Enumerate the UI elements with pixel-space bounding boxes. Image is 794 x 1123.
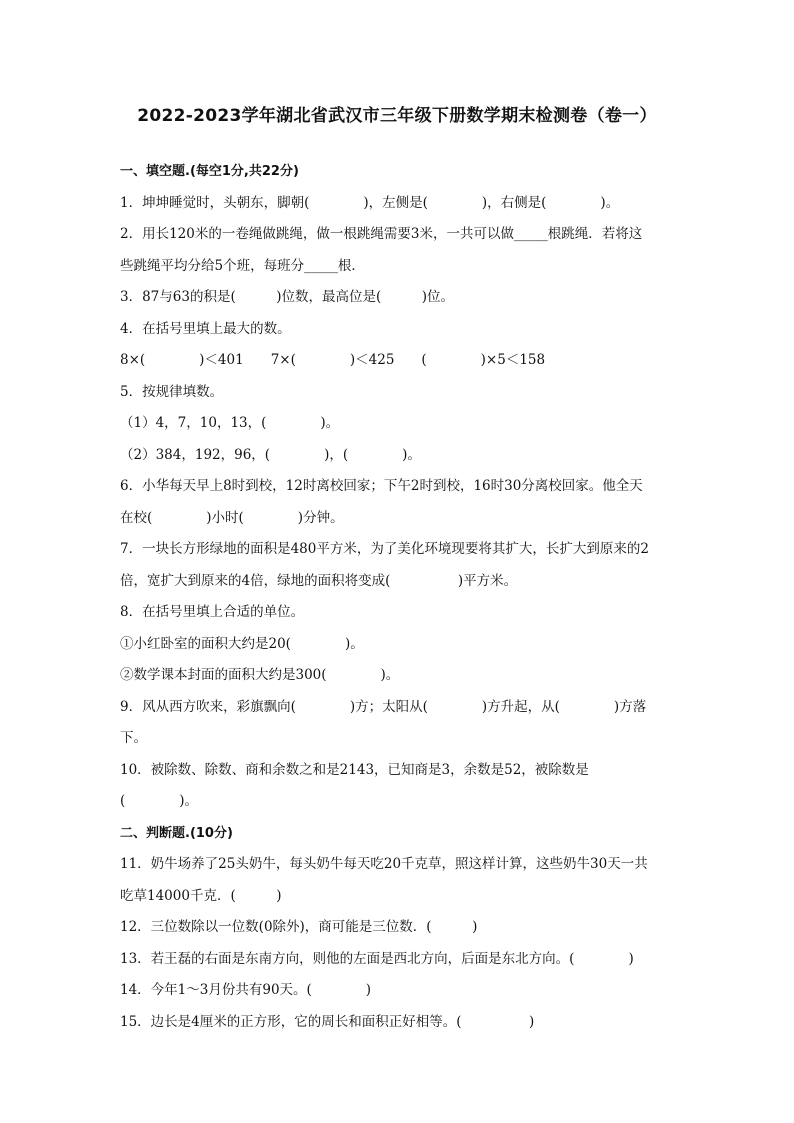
question-6-line-1: 6．小华每天早上8时到校，12时离校回家；下午2时到校，16时30分离校回家。他全天	[120, 478, 643, 494]
section-heading-true-false: 二、判断题.(10分)	[120, 825, 233, 841]
question-4-inequalities: 8×( )＜401 7×( )＜425 ( )×5＜158	[120, 352, 546, 368]
question-13: 13．若王磊的右面是东南方向，则他的左面是西北方向，后面是东北方向。( )	[120, 950, 634, 967]
question-2-line-2: 些跳绳平均分给5个班，每班分_____根．	[120, 257, 365, 274]
question-10-line-2: ( )。	[120, 793, 199, 809]
question-7-line-1: 7．一块长方形绿地的面积是480平方米，为了美化环境现要将其扩大，长扩大到原来的2	[120, 541, 649, 557]
question-2-line-1: 2．用长120米的一卷绳做跳绳，做一根跳绳需要3米，一共可以做_____根跳绳．若将这	[120, 226, 643, 242]
question-11-line-1: 11．奶牛场养了25头奶牛，每头奶牛每天吃20千克草，照这样计算，这些奶牛30天一共	[120, 856, 648, 872]
question-8-part-1: ①小红卧室的面积大约是20( )。	[120, 635, 364, 652]
question-12: 12．三位数除以一位数(0除外)，商可能是三位数．( )	[120, 919, 478, 935]
exam-content	[120, 156, 680, 1038]
question-8: 8．在括号里填上合适的单位。	[120, 604, 305, 620]
question-6-line-2: 在校( )小时( )分钟。	[120, 509, 344, 526]
question-4: 4．在括号里填上最大的数。	[120, 320, 291, 337]
exam-title: 2022-2023学年湖北省武汉市三年级下册数学期末检测卷（卷一）	[137, 106, 657, 126]
question-14: 14．今年1～3月份共有90天。( )	[120, 982, 372, 998]
question-1: 1．坤坤睡觉时，头朝东，脚朝( )，左侧是( )，右侧是( )。	[120, 194, 620, 211]
question-11-line-2: 吃草14000千克．( )	[120, 887, 282, 904]
question-5-part-2: （2）384，192，96，( )，( )。	[120, 446, 421, 463]
question-9-line-2: 下。	[120, 730, 147, 746]
question-7-line-2: 倍，宽扩大到原来的4倍，绿地的面积将变成( )平方米。	[120, 572, 518, 589]
question-9-line-1: 9．风从西方吹来，彩旗飘向( )方；太阳从( )方升起，从( )方落	[120, 698, 647, 715]
question-10-line-1: 10．被除数、除数、商和余数之和是2143，已知商是3，余数是52，被除数是	[120, 761, 589, 778]
section-heading-fill-in: 一、填空题.(每空1分,共22分)	[120, 164, 299, 179]
question-3: 3．87与63的积是( )位数，最高位是( )位。	[120, 289, 455, 305]
question-15: 15．边长是4厘米的正方形，它的周长和面积正好相等。( )	[120, 1013, 535, 1030]
question-5-part-1: （1）4，7，10，13，( )。	[120, 415, 340, 431]
question-5: 5．按规律填数。	[120, 383, 224, 400]
question-8-part-2: ②数学课本封面的面积大约是300( )。	[120, 667, 400, 683]
